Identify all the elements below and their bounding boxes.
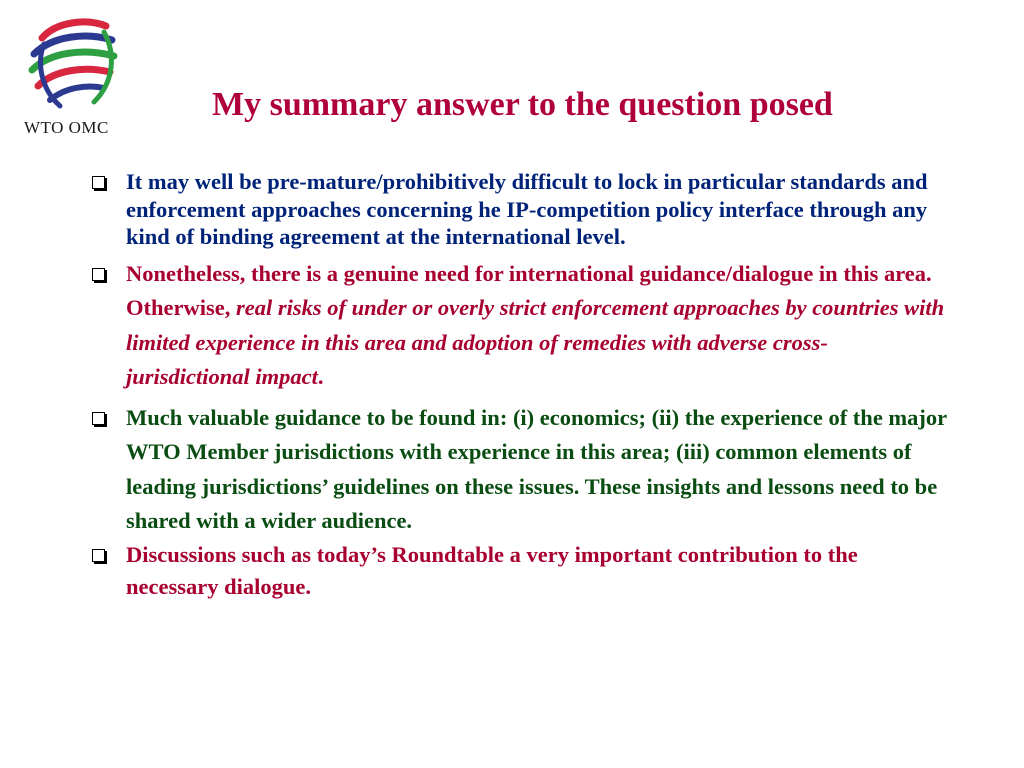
checkbox-bullet-icon xyxy=(92,549,105,562)
wto-logo xyxy=(20,14,130,144)
slide-title: My summary answer to the question posed xyxy=(212,86,833,123)
bullet-item xyxy=(90,539,950,603)
checkbox-bullet-icon xyxy=(92,412,105,425)
bullet-text-tail: . xyxy=(317,364,324,389)
bullet-list xyxy=(90,168,950,603)
wto-logo-icon xyxy=(24,14,124,114)
bullet-text: Much valuable guidance to be found in: (i) economics; (ii) the experience of the major WTO Member jurisdictions with experience in this area; (iii) common elements of leading jurisdictions’ guidelines on these issues. These insights and lessons need to be shared with a wider audience. xyxy=(126,404,947,533)
bullet-text-emphasis: real risks of under or overly strict enforcement approaches by countries with limited experience in this area and adoption of remedies with adverse cross-jurisdictional impact xyxy=(126,295,945,389)
checkbox-bullet-icon xyxy=(92,176,105,189)
bullet-item xyxy=(90,401,950,539)
bullet-item xyxy=(90,257,950,395)
bullet-text: It may well be pre-mature/prohibitively difficult to lock in particular standards and enforcement approaches concerning he IP-competition policy interface through any kind of binding agreement at the international level. xyxy=(126,169,928,249)
bullet-text: Nonetheless, there is a genuine need for international guidance/dialogue in this area. Otherwise, xyxy=(126,260,932,320)
bullet-text: Discussions such as today’s Roundtable a very important contribution to the necessary dialogue. xyxy=(126,541,858,599)
bullet-item xyxy=(90,168,950,251)
checkbox-bullet-icon xyxy=(92,268,105,281)
logo-text: WTO OMC xyxy=(24,118,109,137)
